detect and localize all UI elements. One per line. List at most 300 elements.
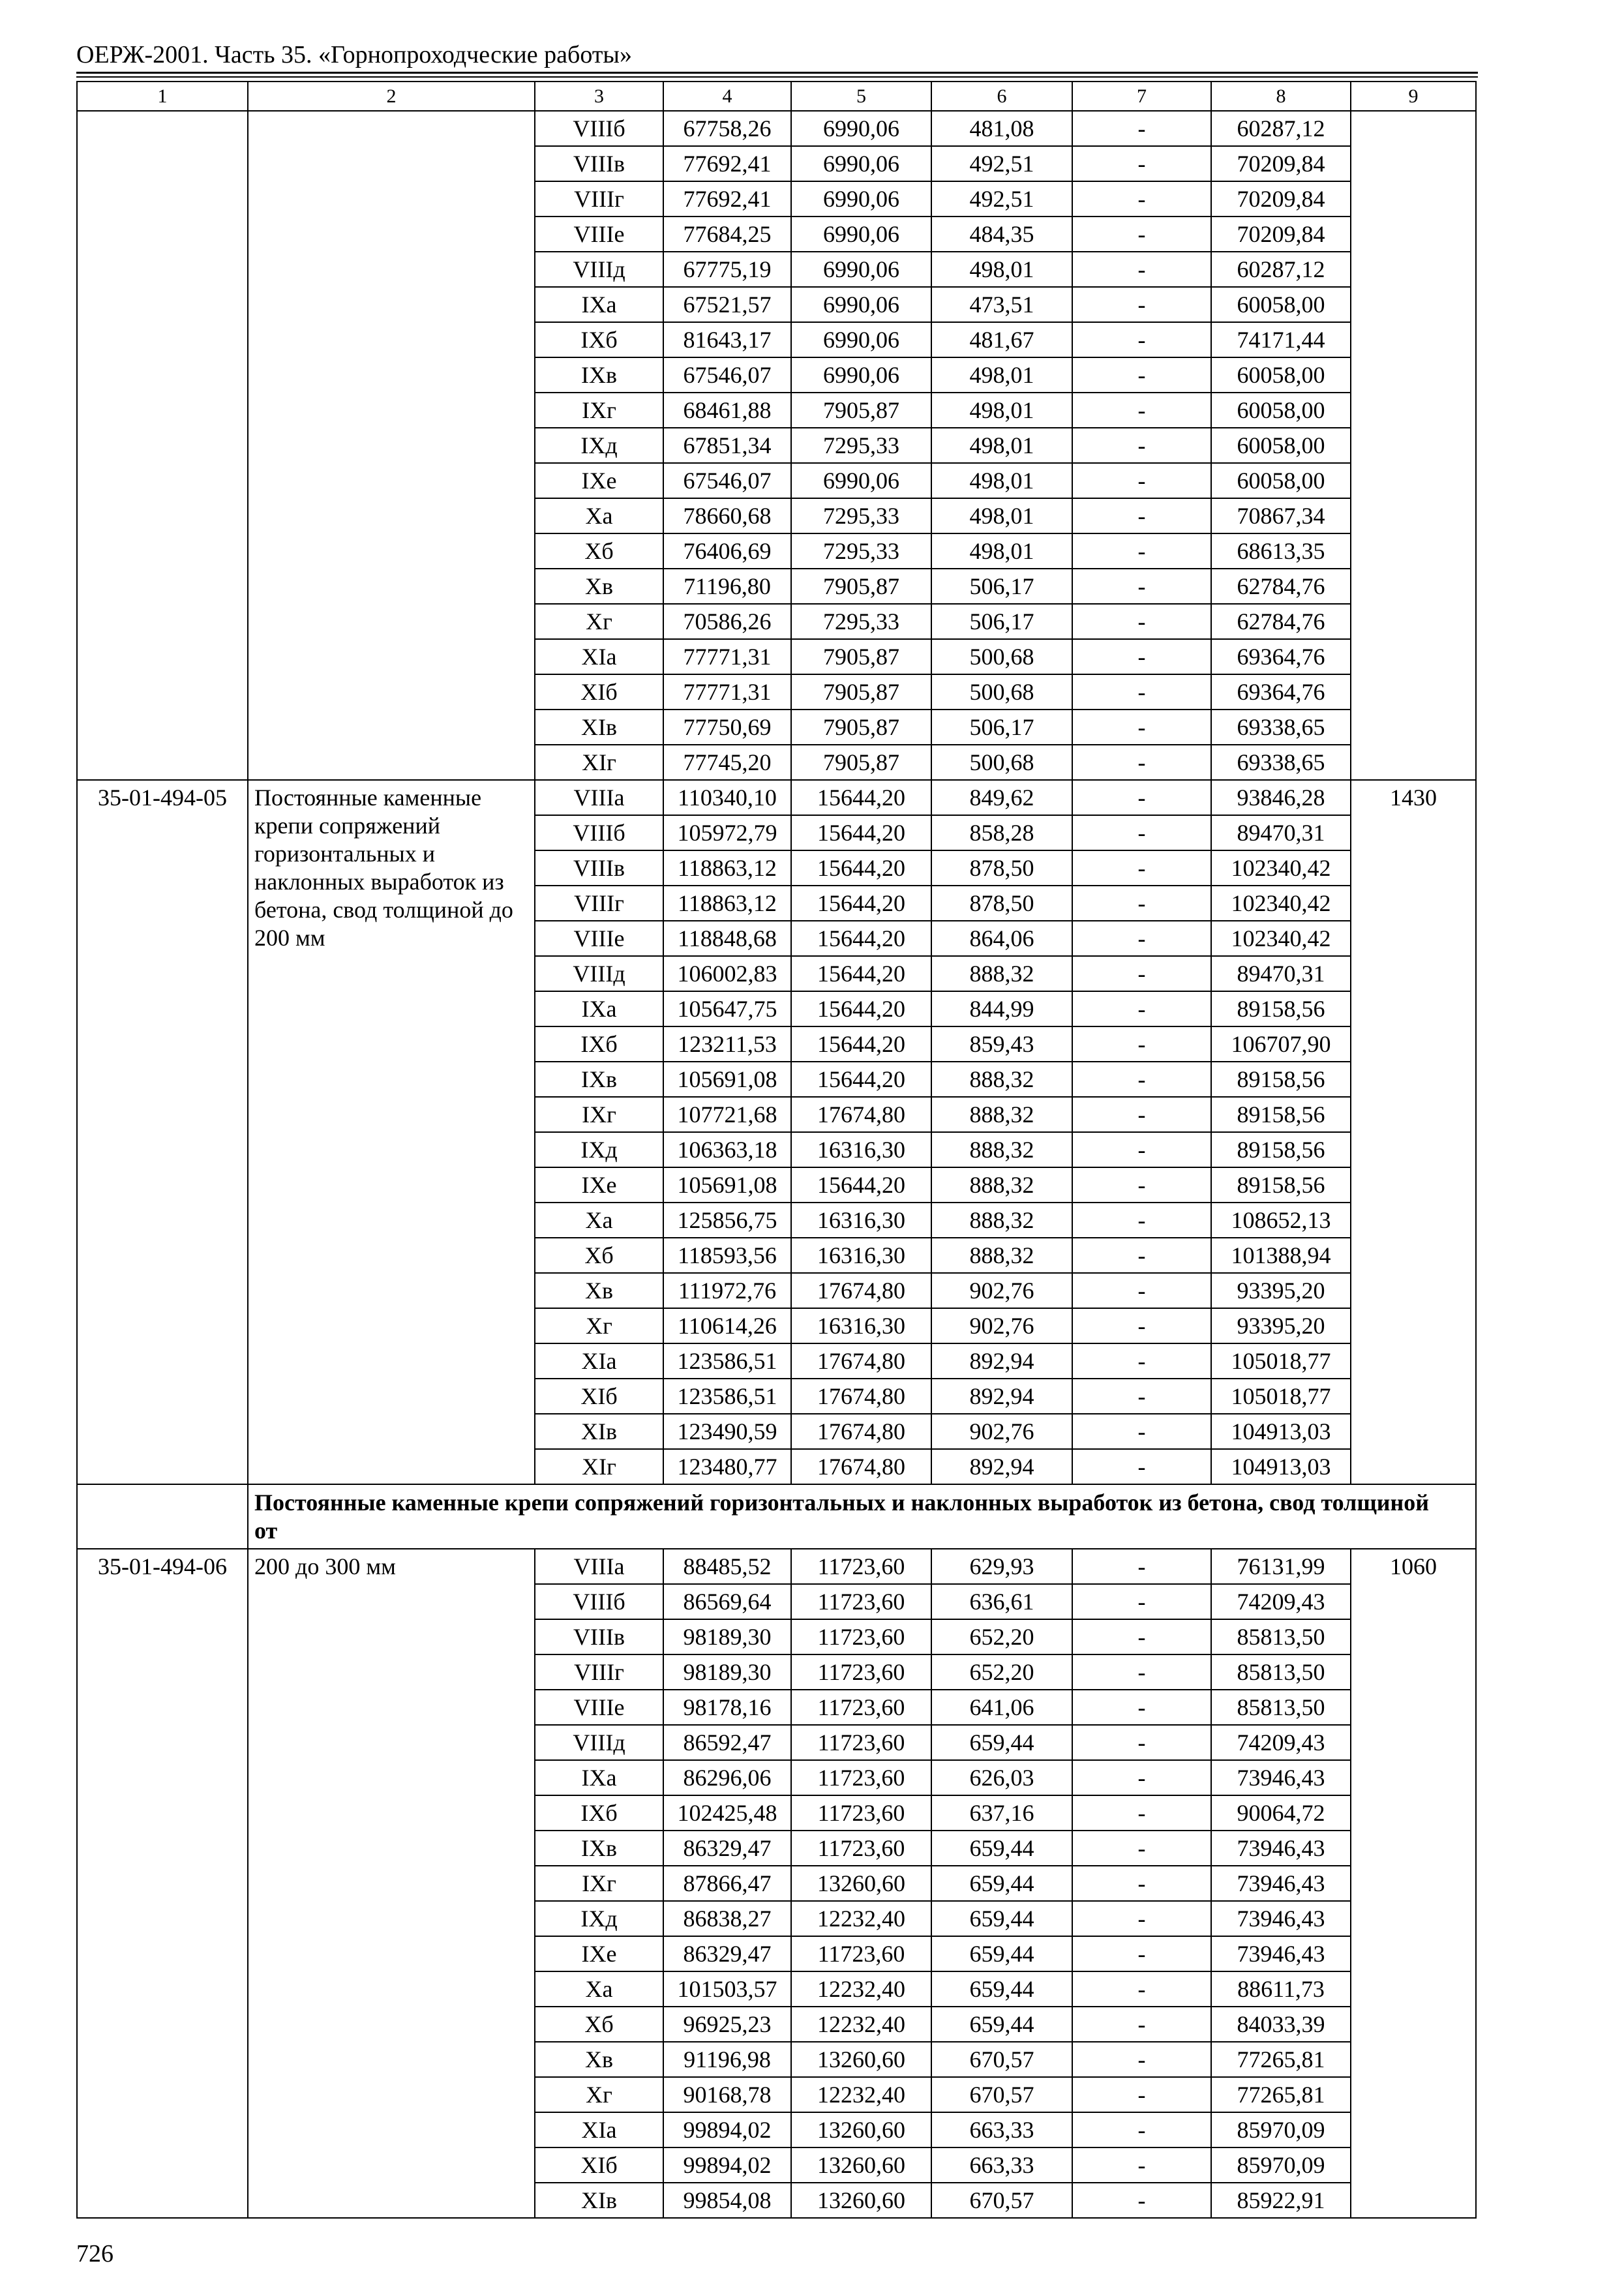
col7-cell: - [1072,1584,1211,1619]
col7-cell: - [1072,322,1211,357]
col4-cell: 86329,47 [663,1831,791,1866]
col8-cell: 93395,20 [1211,1308,1351,1343]
type-cell: VIIIд [535,252,663,287]
col4-cell: 77684,25 [663,217,791,252]
col4-cell: 105691,08 [663,1167,791,1203]
col9-cell: 1430 [1351,780,1476,1484]
col8-cell: 88611,73 [1211,1971,1351,2007]
col7-cell: - [1072,1654,1211,1690]
col6-cell: 663,33 [931,2112,1072,2147]
type-cell: IXа [535,991,663,1026]
col7-cell: - [1072,639,1211,674]
col5-cell: 13260,60 [791,1866,931,1901]
type-cell: XIв [535,2183,663,2218]
col4-cell: 98189,30 [663,1654,791,1690]
type-cell: IXг [535,393,663,428]
col4-cell: 86569,64 [663,1584,791,1619]
col8-cell: 77265,81 [1211,2077,1351,2112]
type-cell: XIа [535,639,663,674]
col4-cell: 118863,12 [663,886,791,921]
col6-cell: 878,50 [931,886,1072,921]
col8-cell: 89470,31 [1211,815,1351,850]
col8-cell: 85970,09 [1211,2147,1351,2183]
col7-cell: - [1072,1273,1211,1308]
col5-cell: 13260,60 [791,2183,931,2218]
type-cell: VIIIе [535,217,663,252]
col8-cell: 106707,90 [1211,1026,1351,1062]
col8-cell: 84033,39 [1211,2007,1351,2042]
col7-cell: - [1072,146,1211,181]
type-cell: VIIIв [535,850,663,886]
col8-cell: 104913,03 [1211,1414,1351,1449]
type-cell: Xб [535,533,663,569]
col8-cell: 60287,12 [1211,252,1351,287]
col8-cell: 60287,12 [1211,111,1351,146]
col7-cell: - [1072,393,1211,428]
col8-cell: 89158,56 [1211,1132,1351,1167]
table-row [77,111,1476,146]
col5-cell: 12232,40 [791,1901,931,1936]
col6-cell: 481,08 [931,111,1072,146]
col8-cell: 108652,13 [1211,1203,1351,1238]
col5-cell: 15644,20 [791,1167,931,1203]
col6-cell: 864,06 [931,921,1072,956]
column-number-row [77,82,1476,111]
header-double-rule [76,72,1478,78]
col6-cell: 849,62 [931,780,1072,815]
col5-cell: 6990,06 [791,181,931,217]
col5-cell: 11723,60 [791,1831,931,1866]
col4-cell: 98178,16 [663,1690,791,1725]
col7-cell: - [1072,2007,1211,2042]
col7-cell: - [1072,780,1211,815]
col7-cell: - [1072,252,1211,287]
col7-cell: - [1072,217,1211,252]
col6-cell: 626,03 [931,1760,1072,1795]
col4-cell: 77692,41 [663,146,791,181]
col8-cell: 85922,91 [1211,2183,1351,2218]
col5-cell: 6990,06 [791,322,931,357]
col5-cell: 11723,60 [791,1795,931,1831]
col4-cell: 111972,76 [663,1273,791,1308]
col8-cell: 85813,50 [1211,1654,1351,1690]
col4-cell: 123586,51 [663,1379,791,1414]
col7-cell: - [1072,569,1211,604]
column-number-7: 7 [1072,82,1211,111]
col8-cell: 62784,76 [1211,569,1351,604]
col4-cell: 86329,47 [663,1936,791,1971]
col4-cell: 118863,12 [663,850,791,886]
col7-cell: - [1072,1026,1211,1062]
col8-cell: 69338,65 [1211,710,1351,745]
column-number-6: 6 [931,82,1072,111]
col5-cell: 6990,06 [791,287,931,322]
type-cell: Xа [535,498,663,533]
col8-cell: 89158,56 [1211,1062,1351,1097]
column-number-2: 2 [248,82,535,111]
col5-cell: 16316,30 [791,1203,931,1238]
col5-cell: 11723,60 [791,1619,931,1654]
col6-cell: 498,01 [931,463,1072,498]
col8-cell: 68613,35 [1211,533,1351,569]
col4-cell: 67758,26 [663,111,791,146]
col4-cell: 81643,17 [663,322,791,357]
col7-cell: - [1072,1549,1211,1584]
rate-code-cell: 35-01-494-06 [77,1549,248,2218]
col7-cell: - [1072,1760,1211,1795]
col6-cell: 659,44 [931,1725,1072,1760]
column-number-4: 4 [663,82,791,111]
col4-cell: 76406,69 [663,533,791,569]
col5-cell: 7905,87 [791,639,931,674]
col6-cell: 498,01 [931,428,1072,463]
col5-cell: 17674,80 [791,1343,931,1379]
column-number-5: 5 [791,82,931,111]
col5-cell: 16316,30 [791,1308,931,1343]
col8-cell: 69364,76 [1211,639,1351,674]
col5-cell: 13260,60 [791,2147,931,2183]
col6-cell: 659,44 [931,2007,1072,2042]
rate-description-cell: 200 до 300 мм [248,1549,535,2218]
column-number-9: 9 [1351,82,1476,111]
col7-cell: - [1072,850,1211,886]
col6-cell: 670,57 [931,2042,1072,2077]
col7-cell: - [1072,1414,1211,1449]
col7-cell: - [1072,1308,1211,1343]
col5-cell: 17674,80 [791,1379,931,1414]
col8-cell: 70209,84 [1211,181,1351,217]
type-cell: VIIIе [535,1690,663,1725]
col4-cell: 78660,68 [663,498,791,533]
col6-cell: 652,20 [931,1619,1072,1654]
col8-cell: 105018,77 [1211,1343,1351,1379]
col4-cell: 110614,26 [663,1308,791,1343]
col8-cell: 104913,03 [1211,1449,1351,1484]
col5-cell: 17674,80 [791,1097,931,1132]
col7-cell: - [1072,1238,1211,1273]
col5-cell: 15644,20 [791,991,931,1026]
col6-cell: 858,28 [931,815,1072,850]
col7-cell: - [1072,710,1211,745]
col5-cell: 17674,80 [791,1414,931,1449]
col6-cell: 902,76 [931,1414,1072,1449]
col5-cell: 11723,60 [791,1654,931,1690]
col6-cell: 498,01 [931,393,1072,428]
col4-cell: 99894,02 [663,2147,791,2183]
col4-cell: 110340,10 [663,780,791,815]
col8-cell: 90064,72 [1211,1795,1351,1831]
col5-cell: 6990,06 [791,217,931,252]
col4-cell: 86592,47 [663,1725,791,1760]
col7-cell: - [1072,1619,1211,1654]
type-cell: IXе [535,1936,663,1971]
col7-cell: - [1072,1795,1211,1831]
col7-cell: - [1072,463,1211,498]
col4-cell: 86838,27 [663,1901,791,1936]
col6-cell: 641,06 [931,1690,1072,1725]
col9-cell [1351,111,1476,780]
type-cell: IXб [535,322,663,357]
col7-cell: - [1072,1203,1211,1238]
col5-cell: 7905,87 [791,674,931,710]
col7-cell: - [1072,886,1211,921]
col6-cell: 859,43 [931,1026,1072,1062]
col8-cell: 74171,44 [1211,322,1351,357]
col5-cell: 7905,87 [791,393,931,428]
type-cell: Xг [535,2077,663,2112]
column-number-8: 8 [1211,82,1351,111]
col7-cell: - [1072,498,1211,533]
type-cell: VIIIг [535,1654,663,1690]
section-heading: Постоянные каменные крепи сопряжений горизонтальных и наклонных выработок из бетона, свод толщиной от [248,1484,1476,1549]
col8-cell: 73946,43 [1211,1760,1351,1795]
col4-cell: 123586,51 [663,1343,791,1379]
col5-cell: 11723,60 [791,1690,931,1725]
col6-cell: 663,33 [931,2147,1072,2183]
col8-cell: 77265,81 [1211,2042,1351,2077]
type-cell: IXд [535,428,663,463]
col6-cell: 498,01 [931,252,1072,287]
col6-cell: 888,32 [931,1167,1072,1203]
col6-cell: 888,32 [931,956,1072,991]
col8-cell: 93846,28 [1211,780,1351,815]
col5-cell: 15644,20 [791,815,931,850]
col7-cell: - [1072,991,1211,1026]
type-cell: XIб [535,2147,663,2183]
type-cell: XIб [535,674,663,710]
col4-cell: 77771,31 [663,674,791,710]
col7-cell: - [1072,1167,1211,1203]
col6-cell: 670,57 [931,2183,1072,2218]
col8-cell: 102340,42 [1211,921,1351,956]
col8-cell: 93395,20 [1211,1273,1351,1308]
col8-cell: 89158,56 [1211,1167,1351,1203]
col8-cell: 60058,00 [1211,393,1351,428]
col8-cell: 73946,43 [1211,1936,1351,1971]
col5-cell: 15644,20 [791,921,931,956]
col4-cell: 105691,08 [663,1062,791,1097]
type-cell: IXб [535,1795,663,1831]
col8-cell: 89158,56 [1211,1097,1351,1132]
type-cell: XIа [535,1343,663,1379]
col5-cell: 16316,30 [791,1132,931,1167]
col8-cell: 85813,50 [1211,1690,1351,1725]
col7-cell: - [1072,1936,1211,1971]
col6-cell: 659,44 [931,1866,1072,1901]
col5-cell: 7295,33 [791,428,931,463]
col4-cell: 77745,20 [663,745,791,780]
page-number: 726 [76,2240,113,2267]
type-cell: IXд [535,1901,663,1936]
col6-cell: 892,94 [931,1449,1072,1484]
col6-cell: 498,01 [931,357,1072,393]
type-cell: XIг [535,745,663,780]
col7-cell: - [1072,1901,1211,1936]
col5-cell: 15644,20 [791,886,931,921]
type-cell: Xа [535,1971,663,2007]
col5-cell: 16316,30 [791,1238,931,1273]
col4-cell: 86296,06 [663,1760,791,1795]
col4-cell: 98189,30 [663,1619,791,1654]
col5-cell: 11723,60 [791,1936,931,1971]
page-header-title: ОЕРЖ-2001. Часть 35. «Горнопроходческие работы» [76,41,632,68]
col4-cell: 99854,08 [663,2183,791,2218]
type-cell: IXд [535,1132,663,1167]
type-cell: IXа [535,287,663,322]
col7-cell: - [1072,428,1211,463]
col7-cell: - [1072,357,1211,393]
col6-cell: 636,61 [931,1584,1072,1619]
col5-cell: 6990,06 [791,146,931,181]
col5-cell: 7905,87 [791,745,931,780]
col7-cell: - [1072,921,1211,956]
col6-cell: 892,94 [931,1343,1072,1379]
col7-cell: - [1072,2077,1211,2112]
col8-cell: 60058,00 [1211,428,1351,463]
col4-cell: 123490,59 [663,1414,791,1449]
col4-cell: 90168,78 [663,2077,791,2112]
col4-cell: 70586,26 [663,604,791,639]
col6-cell: 637,16 [931,1795,1072,1831]
col8-cell: 105018,77 [1211,1379,1351,1414]
col4-cell: 67851,34 [663,428,791,463]
type-cell: IXе [535,463,663,498]
col6-cell: 481,67 [931,322,1072,357]
col4-cell: 106363,18 [663,1132,791,1167]
type-cell: Xа [535,1203,663,1238]
column-number-3: 3 [535,82,663,111]
col7-cell: - [1072,1343,1211,1379]
col4-cell: 96925,23 [663,2007,791,2042]
table-row [77,780,1476,815]
col4-cell: 67775,19 [663,252,791,287]
type-cell: VIIIб [535,815,663,850]
col7-cell: - [1072,1379,1211,1414]
col8-cell: 73946,43 [1211,1831,1351,1866]
col5-cell: 11723,60 [791,1584,931,1619]
col7-cell: - [1072,2147,1211,2183]
col8-cell: 70209,84 [1211,146,1351,181]
col6-cell: 492,51 [931,181,1072,217]
col7-cell: - [1072,1132,1211,1167]
col8-cell: 60058,00 [1211,287,1351,322]
col6-cell: 659,44 [931,1901,1072,1936]
rates-table [76,81,1477,2219]
type-cell: Xв [535,569,663,604]
col8-cell: 89158,56 [1211,991,1351,1026]
type-cell: Xв [535,2042,663,2077]
col8-cell: 76131,99 [1211,1549,1351,1584]
col7-cell: - [1072,533,1211,569]
col4-cell: 125856,75 [663,1203,791,1238]
col4-cell: 101503,57 [663,1971,791,2007]
col6-cell: 670,57 [931,2077,1072,2112]
col6-cell: 844,99 [931,991,1072,1026]
type-cell: IXг [535,1866,663,1901]
col5-cell: 15644,20 [791,780,931,815]
col8-cell: 73946,43 [1211,1866,1351,1901]
type-cell: VIIIг [535,886,663,921]
type-cell: IXг [535,1097,663,1132]
col5-cell: 15644,20 [791,956,931,991]
col8-cell: 102340,42 [1211,850,1351,886]
col4-cell: 105647,75 [663,991,791,1026]
col8-cell: 69364,76 [1211,674,1351,710]
col8-cell: 74209,43 [1211,1584,1351,1619]
col6-cell: 629,93 [931,1549,1072,1584]
col7-cell: - [1072,1725,1211,1760]
col5-cell: 6990,06 [791,357,931,393]
col4-cell: 91196,98 [663,2042,791,2077]
col8-cell: 85813,50 [1211,1619,1351,1654]
col4-cell: 71196,80 [663,569,791,604]
col8-cell: 70867,34 [1211,498,1351,533]
col6-cell: 473,51 [931,287,1072,322]
col7-cell: - [1072,1831,1211,1866]
col7-cell: - [1072,674,1211,710]
type-cell: VIIIг [535,181,663,217]
col8-cell: 89470,31 [1211,956,1351,991]
section-heading-row [77,1484,1476,1549]
col4-cell: 105972,79 [663,815,791,850]
col6-cell: 878,50 [931,850,1072,886]
type-cell: IXе [535,1167,663,1203]
type-cell: VIIIб [535,111,663,146]
rate-code-cell: 35-01-494-05 [77,780,248,1484]
col5-cell: 12232,40 [791,2007,931,2042]
rates-table-body [77,82,1476,2218]
type-cell: Xг [535,604,663,639]
col5-cell: 11723,60 [791,1760,931,1795]
type-cell: IXв [535,357,663,393]
col6-cell: 902,76 [931,1308,1072,1343]
col8-cell: 85970,09 [1211,2112,1351,2147]
type-cell: VIIIд [535,1725,663,1760]
type-cell: Xг [535,1308,663,1343]
col9-cell: 1060 [1351,1549,1476,2218]
col5-cell: 12232,40 [791,2077,931,2112]
col8-cell: 102340,42 [1211,886,1351,921]
rate-description-cell [248,111,535,780]
type-cell: XIб [535,1379,663,1414]
type-cell: XIв [535,1414,663,1449]
type-cell: VIIIв [535,146,663,181]
col4-cell: 87866,47 [663,1866,791,1901]
col7-cell: - [1072,1866,1211,1901]
col8-cell: 73946,43 [1211,1901,1351,1936]
col4-cell: 67546,07 [663,357,791,393]
col5-cell: 7905,87 [791,710,931,745]
col4-cell: 77692,41 [663,181,791,217]
col6-cell: 659,44 [931,1971,1072,2007]
col5-cell: 6990,06 [791,111,931,146]
type-cell: Xб [535,1238,663,1273]
type-cell: VIIIв [535,1619,663,1654]
type-cell: VIIIб [535,1584,663,1619]
col5-cell: 11723,60 [791,1725,931,1760]
col5-cell: 15644,20 [791,850,931,886]
col6-cell: 892,94 [931,1379,1072,1414]
col4-cell: 123480,77 [663,1449,791,1484]
col6-cell: 902,76 [931,1273,1072,1308]
col4-cell: 99894,02 [663,2112,791,2147]
col7-cell: - [1072,815,1211,850]
type-cell: IXа [535,1760,663,1795]
col7-cell: - [1072,2183,1211,2218]
col7-cell: - [1072,1062,1211,1097]
col5-cell: 17674,80 [791,1449,931,1484]
col8-cell: 70209,84 [1211,217,1351,252]
